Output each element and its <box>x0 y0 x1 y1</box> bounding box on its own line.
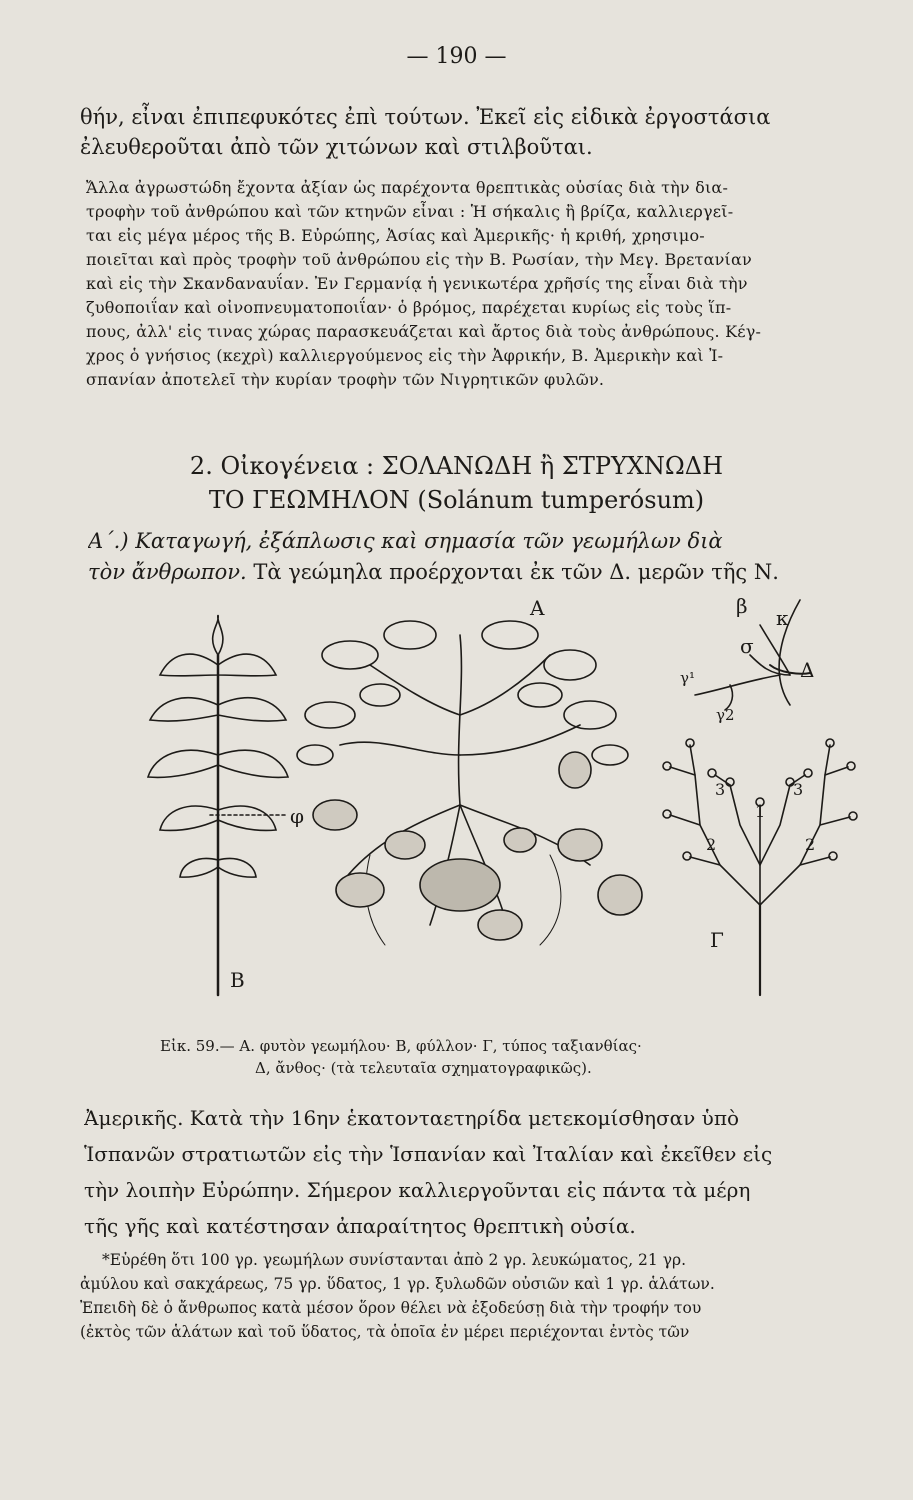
text-line: ποιεῖται καὶ πρὸς τροφὴν τοῦ ἀνθρώπου εἰς τὴν Β. Ρωσίαν, τὴν Μεγ. Βρετανίαν <box>86 250 752 269</box>
label-g2: γ2 <box>716 706 735 724</box>
paragraph-2 <box>86 176 876 392</box>
subsection-title-italic: τὸν ἄνθρωπον. <box>88 560 247 584</box>
text-line: Ἀμερικῆς. Κατὰ τὴν 16ην ἑκατονταετηρίδα μετεκομίσθησαν ὑπὸ <box>84 1106 740 1130</box>
subsection-title-line: Α΄.) Καταγωγή, ἐξάπλωσις καὶ σημασία τῶν γεωμήλων διὰ <box>88 529 723 553</box>
label-1: 1 <box>755 802 766 821</box>
label-beta: β <box>736 595 748 618</box>
label-d: Δ <box>800 658 815 682</box>
text-line: πους, ἀλλ' εἰς τινας χώρας παρασκευάζεται καὶ ἄρτος διὰ τοὺς ἀνθρώπους. Κέγ- <box>86 322 762 341</box>
text-line: σπανίαν ἀποτελεῖ τὴν κυρίαν τροφὴν τῶν Νιγρητικῶν φυλῶν. <box>86 370 605 389</box>
text-line: θήν, εἶναι ἐπιπεφυκότες ἐπὶ τούτων. Ἐκεῖ εἰς εἰδικὰ ἐργοστάσια <box>80 105 771 129</box>
subsection-title <box>88 526 878 588</box>
label-3a: 3 <box>715 780 726 799</box>
label-g1: γ¹ <box>680 669 695 687</box>
footnote-line: ἀμύλου καὶ σακχάρεως, 75 γρ. ὕδατος, 1 γρ. ξυλωδῶν οὐσιῶν καὶ 1 γρ. ἁλάτων. <box>80 1275 715 1293</box>
label-a: Α <box>530 596 545 620</box>
caption-line: Εἰκ. 59.— Α. φυτὸν γεωμήλου· Β, φύλλον· Γ, τύπος ταξιανθίας· <box>160 1037 642 1055</box>
text-line: τῆς γῆς καὶ κατέστησαν ἀπαραίτητος θρεπτικὴ οὐσία. <box>84 1214 636 1238</box>
footnote-line: Ἐπειδὴ δὲ ὁ ἄνθρωπος κατὰ μέσον ὅρον θέλει νὰ ἐξοδεύσῃ διὰ τὴν τροφήν του <box>80 1299 702 1317</box>
label-3b: 3 <box>793 780 804 799</box>
text-line: χρος ὁ γνήσιος (κεχρὶ) καλλιεργούμενος εἰς τὴν Ἀφρικήν, Β. Ἀμερικὴν καὶ Ἰ- <box>86 346 724 365</box>
label-kappa: κ <box>776 606 789 630</box>
label-2a: 2 <box>706 835 717 854</box>
plant-drawing <box>297 621 642 945</box>
page-number: — 190 — <box>406 44 507 69</box>
text-line: Ἱσπανῶν στρατιωτῶν εἰς τὴν Ἱσπανίαν καὶ Ἰταλίαν καὶ ἐκεῖθεν εἰς <box>84 1142 773 1166</box>
label-2b: 2 <box>805 835 816 854</box>
label-phi: φ <box>290 804 305 828</box>
caption-line: Δ, ἄνθος· (τὰ τελευταῖα σχηματογραφικῶς). <box>255 1059 592 1077</box>
section-subheading: ΤΟ ΓΕΩΜΗΛΟΝ (Solánum tumperósum) <box>208 486 705 514</box>
subsection-title-rest: Τὰ γεώμηλα προέρχονται ἐκ τῶν Δ. μερῶν τῆς Ν. <box>246 560 779 584</box>
figure-caption <box>160 1035 860 1079</box>
leaf-drawing <box>148 615 288 995</box>
label-sigma: σ <box>740 634 754 658</box>
footnote <box>80 1248 870 1344</box>
section-heading: 2. Οἰκογένεια : ΣΟΛΑΝΩΔΗ ἢ ΣΤΡΥΧΝΩΔΗ <box>189 452 724 480</box>
potato-figure <box>110 595 870 1015</box>
paragraph-3 <box>84 1100 874 1244</box>
text-line: τὴν λοιπὴν Εὐρώπην. Σήμερον καλλιεργοῦνται εἰς πάντα τὰ μέρη <box>84 1178 751 1202</box>
label-g: Γ <box>710 928 724 952</box>
text-line: τροφὴν τοῦ ἀνθρώπου καὶ τῶν κτηνῶν εἶναι : Ἡ σήκαλις ἢ βρίζα, καλλιεργεῖ- <box>86 202 734 221</box>
text-line: ζυθοποιΐαν καὶ οἰνοπνευματοποιΐαν· ὁ βρόμος, παρέχεται κυρίως εἰς τοὺς ἵπ- <box>86 298 732 317</box>
text-line: καὶ εἰς τὴν Σκανδαναυΐαν. Ἐν Γερμανίᾳ ἡ γενικωτέρα χρῆσίς της εἶναι διὰ τὴν <box>86 274 748 293</box>
footnote-line: *Εὑρέθη ὅτι 100 γρ. γεωμήλων συνίστανται ἀπὸ 2 γρ. λευκώματος, 21 γρ. <box>102 1251 686 1269</box>
text-line: Ἄλλα ἀγρωστώδη ἔχοντα ἀξίαν ὡς παρέχοντα θρεπτικὰς οὐσίας διὰ τὴν δια- <box>86 178 729 197</box>
inflorescence-diagram <box>663 739 857 995</box>
paragraph-1 <box>80 102 870 162</box>
text-line: ἐλευθεροῦται ἀπὸ τῶν χιτώνων καὶ στιλβοῦται. <box>80 135 593 159</box>
label-b: Β <box>230 968 245 992</box>
footnote-line: (ἐκτὸς τῶν ἁλάτων καὶ τοῦ ὕδατος, τὰ ὁποῖα ἐν μέρει περιέχονται ἐντὸς τῶν <box>80 1323 690 1341</box>
text-line: ται εἰς μέγα μέρος τῆς Β. Εὐρώπης, Ἀσίας καὶ Ἀμερικῆς· ἡ κριθή, χρησιμο- <box>86 226 705 245</box>
